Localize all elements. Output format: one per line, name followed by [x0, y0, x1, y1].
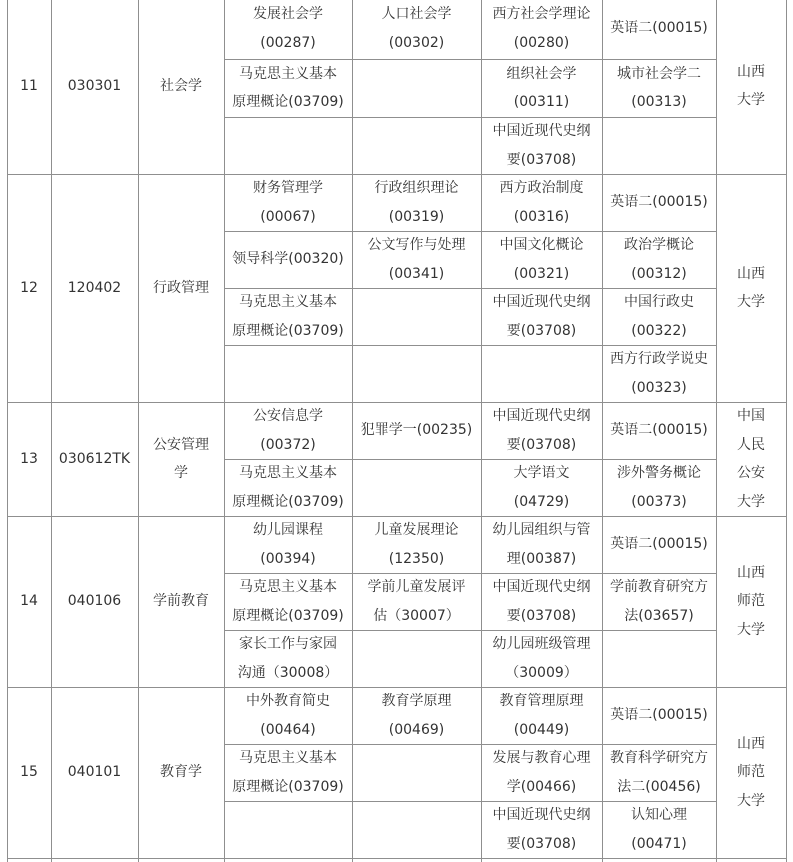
course-cell	[352, 744, 481, 801]
course-cell	[602, 630, 716, 687]
host-school: 山西 师范 大学	[737, 564, 765, 638]
grid-line	[224, 231, 717, 232]
course-cell	[352, 117, 481, 174]
major-code: 030301	[67, 77, 122, 94]
course-cell: 领导科学(00320)	[232, 251, 344, 268]
grid-line	[224, 573, 717, 574]
course-cell: 英语二(00015)	[610, 194, 708, 211]
course-cell: 人口社会学 (00302)	[381, 6, 452, 51]
row-number: 11	[20, 77, 38, 94]
major-code: 040106	[67, 593, 122, 610]
grid-line	[224, 0, 225, 862]
course-cell: 英语二(00015)	[610, 422, 708, 439]
major-code: 040101	[67, 764, 122, 781]
course-cell: 马克思主义基本 原理概论(03709)	[232, 750, 344, 795]
course-cell: 中国近现代史纲 要(03708)	[492, 579, 591, 624]
grid-line	[352, 0, 353, 862]
course-cell: 英语二(00015)	[610, 536, 708, 553]
course-cell: 幼儿园课程 (00394)	[253, 522, 323, 567]
grid-line	[224, 801, 717, 802]
row-number: 15	[20, 764, 38, 781]
course-cell	[352, 630, 481, 687]
host-school: 山西 大学	[737, 265, 765, 310]
course-cell	[224, 801, 352, 858]
course-cell: 组织社会学 (00311)	[506, 65, 577, 110]
grid-line	[481, 0, 482, 862]
major-name: 学前教育	[153, 593, 209, 610]
grid-line	[224, 117, 717, 118]
major-name: 公安管理 学	[153, 436, 209, 481]
row-number: 13	[20, 450, 38, 467]
course-cell: 儿童发展理论 (12350)	[374, 522, 459, 567]
row-number: 14	[20, 593, 38, 610]
grid-line	[7, 0, 8, 862]
course-cell: 马克思主义基本 原理概论(03709)	[232, 65, 344, 110]
course-cell: 认知心理 (00471)	[631, 807, 687, 852]
course-cell: 英语二(00015)	[610, 707, 708, 724]
host-school: 山西 师范 大学	[737, 735, 765, 809]
course-cell	[224, 345, 352, 402]
course-cell: 幼儿园组织与管 理(00387)	[492, 522, 591, 567]
course-cell: 幼儿园班级管理 （30009）	[492, 636, 591, 681]
course-cell: 中国行政史 (00322)	[624, 294, 694, 339]
grid-line	[602, 0, 603, 862]
row-number: 12	[20, 279, 38, 296]
course-cell: 行政组织理论 (00319)	[374, 180, 459, 225]
course-cell	[352, 345, 481, 402]
grid-line	[224, 459, 717, 460]
grid-line	[224, 59, 717, 60]
course-cell: 西方政治制度 (00316)	[499, 180, 584, 225]
course-cell: 教育学原理 (00469)	[381, 693, 452, 738]
course-cell	[352, 801, 481, 858]
course-cell	[481, 345, 602, 402]
grid-line	[51, 0, 52, 862]
course-cell: 中国近现代史纲 要(03708)	[492, 294, 591, 339]
course-cell: 马克思主义基本 原理概论(03709)	[232, 465, 344, 510]
course-cell: 公安信息学 (00372)	[253, 408, 323, 453]
grid-line	[138, 0, 139, 862]
grid-line	[224, 345, 717, 346]
course-cell: 学前教育研究方 法(03657)	[610, 579, 708, 624]
host-school: 山西 大学	[737, 63, 765, 108]
course-cell: 西方行政学说史 (00323)	[610, 351, 708, 396]
course-cell	[224, 117, 352, 174]
grid-line	[224, 288, 717, 289]
host-school: 中国 人民 公安 大学	[737, 408, 765, 510]
major-code: 030612TK	[58, 450, 131, 467]
course-cell	[352, 288, 481, 345]
course-cell: 西方社会学理论 (00280)	[492, 6, 591, 51]
grid-line	[224, 744, 717, 745]
course-cell: 教育科学研究方 法二(00456)	[610, 750, 708, 795]
course-cell: 中国近现代史纲 要(03708)	[492, 408, 591, 453]
grid-line	[716, 0, 717, 862]
grid-line	[7, 858, 787, 859]
course-cell	[352, 459, 481, 516]
course-cell: 发展与教育心理 学(00466)	[492, 750, 591, 795]
course-cell	[602, 117, 716, 174]
course-cell: 家长工作与家园 沟通（30008）	[237, 636, 339, 681]
course-cell: 城市社会学二 (00313)	[617, 65, 701, 110]
course-cell: 政治学概论 (00312)	[624, 237, 694, 282]
course-cell: 中国文化概论 (00321)	[499, 237, 584, 282]
course-cell: 公文写作与处理 (00341)	[367, 237, 466, 282]
course-cell: 大学语文 (04729)	[513, 465, 570, 510]
course-cell: 英语二(00015)	[610, 20, 708, 37]
course-cell: 中外教育简史 (00464)	[246, 693, 330, 738]
course-cell: 犯罪学一(00235)	[360, 422, 473, 439]
course-cell: 马克思主义基本 原理概论(03709)	[232, 294, 344, 339]
course-cell: 发展社会学 (00287)	[253, 6, 323, 51]
major-name: 教育学	[160, 764, 202, 781]
course-cell: 涉外警务概论 (00373)	[617, 465, 701, 510]
course-cell: 财务管理学 (00067)	[253, 180, 323, 225]
course-cell: 教育管理原理 (00449)	[499, 693, 584, 738]
course-cell: 马克思主义基本 原理概论(03709)	[232, 579, 344, 624]
grid-line	[224, 630, 717, 631]
course-cell: 学前儿童发展评 估（30007）	[367, 579, 466, 624]
major-code: 120402	[67, 279, 122, 296]
course-cell: 中国近现代史纲 要(03708)	[492, 123, 591, 168]
major-name: 社会学	[160, 77, 202, 94]
course-cell	[352, 59, 481, 117]
major-name: 行政管理	[153, 279, 209, 296]
course-cell: 中国近现代史纲 要(03708)	[492, 807, 591, 852]
grid-line	[786, 0, 787, 862]
